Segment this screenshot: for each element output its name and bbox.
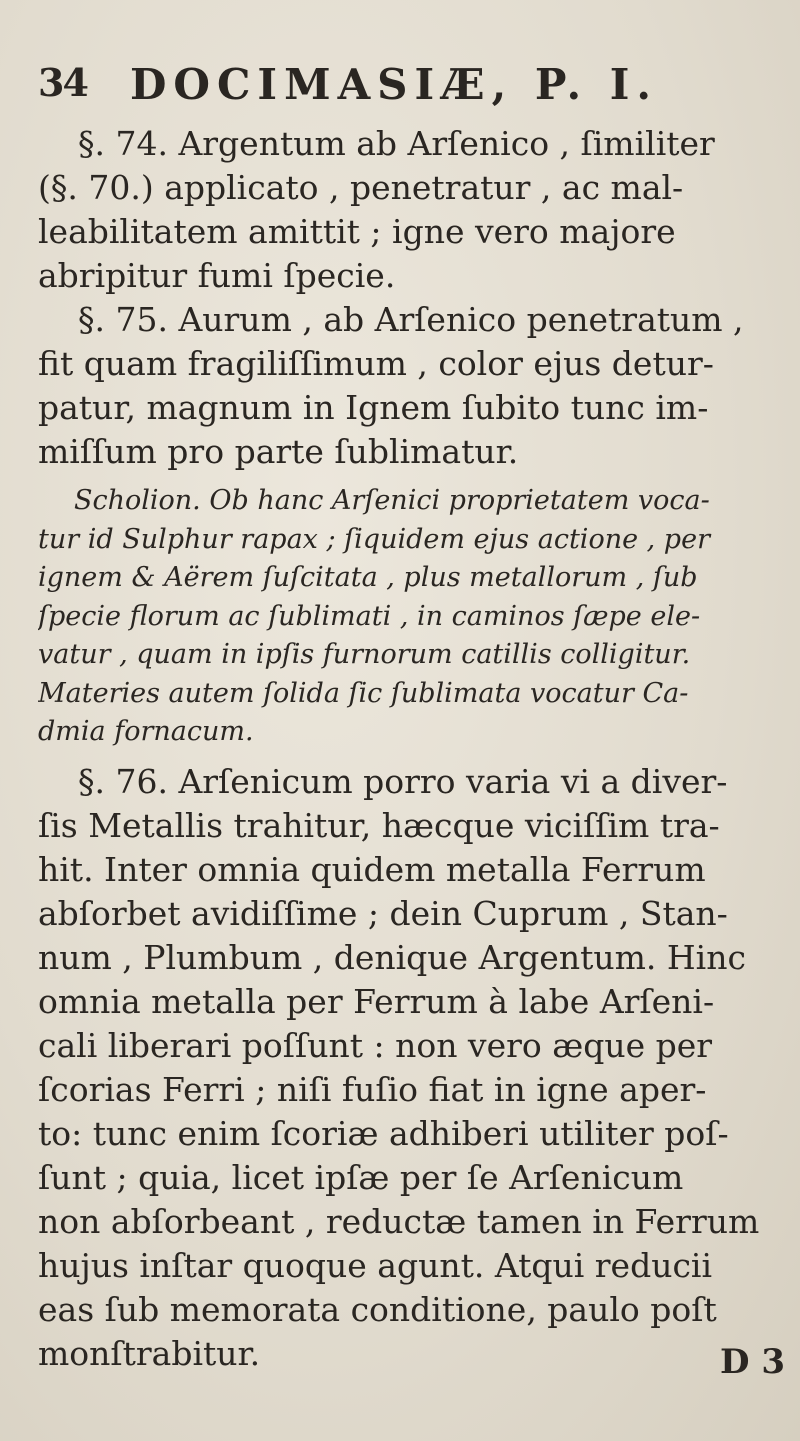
text-line: cali liberari poſſunt : non vero æque per bbox=[38, 1025, 713, 1065]
text-line: §. 74. Argentum ab Arſenico , ſimiliter bbox=[78, 124, 715, 163]
text-line: non abſorbeant , reductæ tamen in Ferrum bbox=[38, 1201, 760, 1241]
scholion-line: vatur , quam in ipſis furnorum catillis colligitur. bbox=[38, 639, 691, 670]
scholion-line: ſpecie florum ac ſublimati , in caminos ſæpe ele- bbox=[38, 600, 701, 632]
text-line: hit. Inter omnia quidem metalla Ferrum bbox=[38, 849, 706, 889]
text-line: to: tunc enim ſcoriæ adhiberi utiliter poſ- bbox=[38, 1113, 729, 1153]
text-line: abripitur fumi ſpecie. bbox=[38, 256, 396, 295]
page-header bbox=[38, 60, 758, 120]
scholion-line: tur id Sulphur rapax ; ſiquidem ejus actione , per bbox=[38, 523, 710, 555]
catchword: D 3 bbox=[720, 1342, 785, 1382]
text-line: monſtrabitur. bbox=[38, 1333, 261, 1373]
text-line: hujus inſtar quoque agunt. Atqui reducii bbox=[38, 1245, 713, 1285]
scholion-line: Scholion. Ob hanc Arſenici proprietatem voca- bbox=[74, 485, 710, 516]
scholion-line: ignem & Aërem ſuſcitata , plus metallorum , ſub bbox=[38, 562, 698, 593]
text-line: eas ſub memorata conditione, paulo poſt bbox=[38, 1289, 717, 1329]
text-line: omnia metalla per Ferrum à labe Arſeni- bbox=[38, 981, 715, 1021]
text-line: patur, magnum in Ignem ſubito tunc im- bbox=[38, 388, 709, 427]
body-text bbox=[38, 122, 773, 1376]
scholion-line: Materies autem ſolida ſic ſublimata vocatur Ca- bbox=[38, 677, 689, 709]
page-number: 34 bbox=[38, 60, 87, 105]
running-head: DOCIMASIÆ, P. I. bbox=[130, 60, 658, 109]
text-line: abſorbet avidiſſime ; dein Cuprum , Stan- bbox=[38, 893, 728, 933]
text-line: §. 76. Arſenicum porro varia vi a diver- bbox=[78, 761, 728, 801]
text-line: miſſum pro parte ſublimatur. bbox=[38, 432, 519, 471]
text-line: §. 75. Aurum , ab Arſenico penetratum , bbox=[78, 300, 744, 339]
text-line: num , Plumbum , denique Argentum. Hinc bbox=[38, 937, 746, 977]
text-line: ſis Metallis trahitur, hæcque viciſſim tra- bbox=[38, 805, 720, 845]
text-line: (§. 70.) applicato , penetratur , ac mal- bbox=[38, 168, 684, 207]
scholion-line: dmia fornacum. bbox=[38, 716, 254, 747]
text-line: ſcorias Ferri ; niſi fuſio fiat in igne aper- bbox=[38, 1069, 707, 1109]
text-line: ſunt ; quia, licet ipſæ per ſe Arſenicum bbox=[38, 1157, 684, 1197]
text-line: fit quam fragiliſſimum , color ejus detur- bbox=[38, 344, 714, 383]
text-line: leabilitatem amittit ; igne vero majore bbox=[38, 212, 676, 251]
